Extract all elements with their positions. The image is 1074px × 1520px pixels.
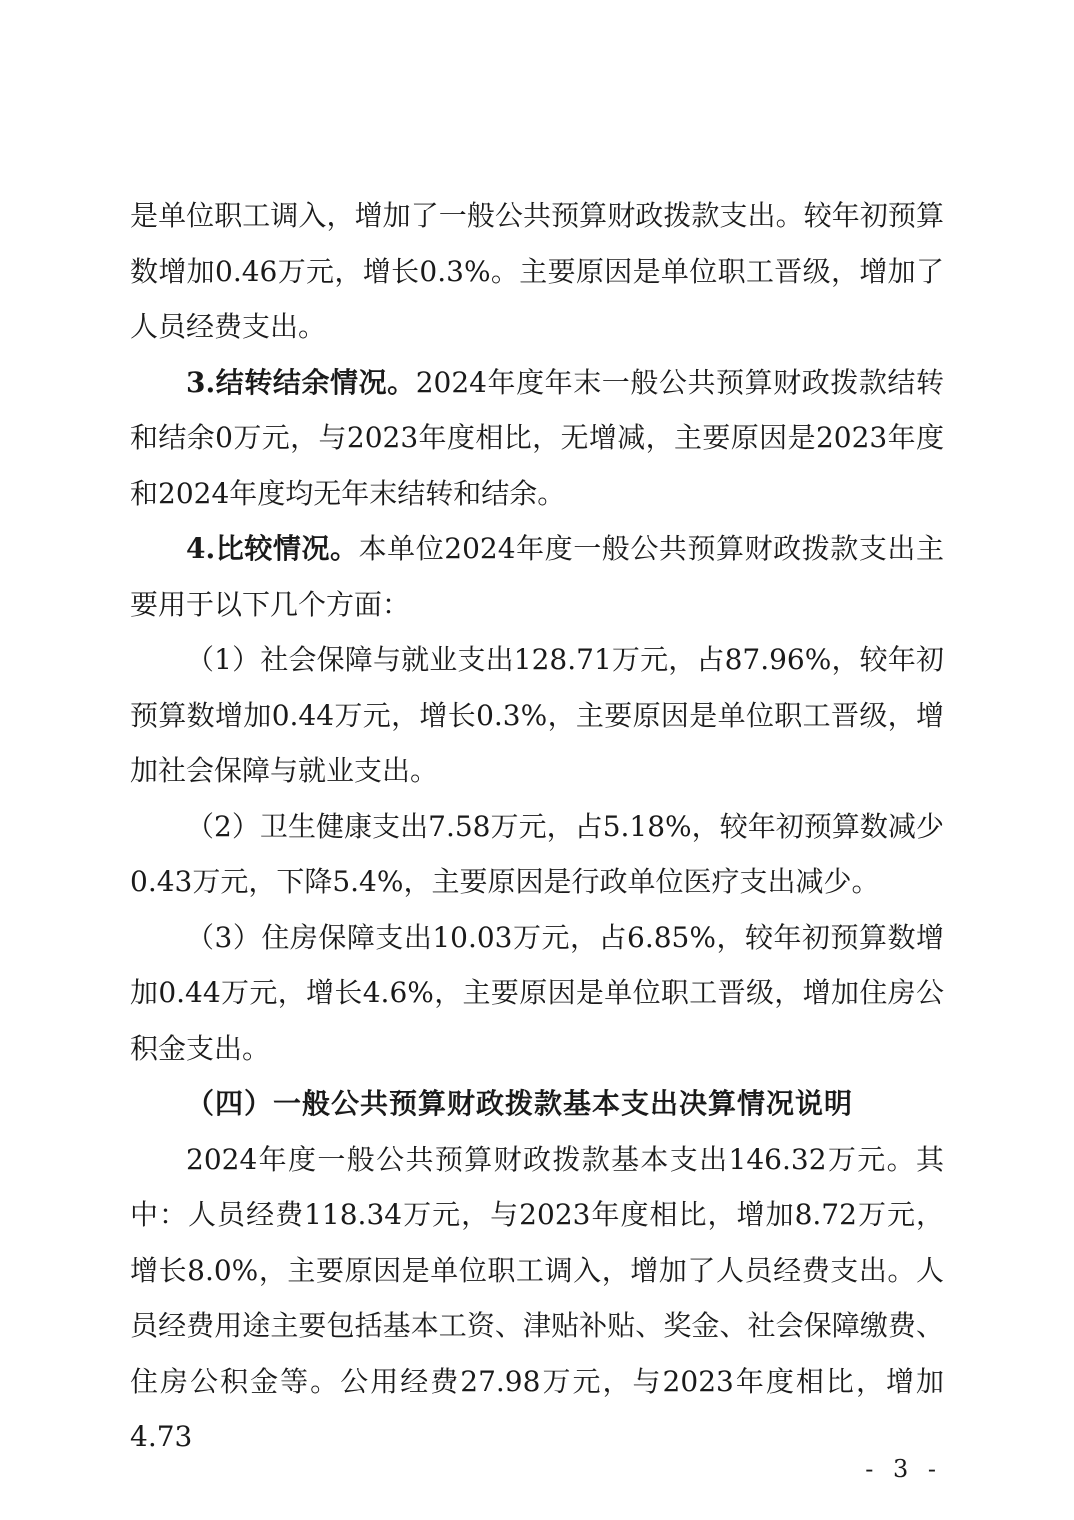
paragraph-continuation: 是单位职工调入，增加了一般公共预算财政拨款支出。较年初预算数增加0.46万元，增长0.3%。主要原因是单位职工晋级，增加了人员经费支出。 (130, 199, 944, 343)
paragraph-health: （2）卫生健康支出7.58万元，占5.18%，较年初预算数减少0.43万元，下降5.4%，主要原因是行政单位医疗支出减少。 (130, 809, 944, 898)
page-number: - 3 - (865, 1455, 942, 1483)
section-title: （四）一般公共预算财政拨款基本支出决算情况说明 (186, 1087, 854, 1120)
carryover-text: 2024年度年末一般公共预算财政拨款结转和结余0万元，与2023年度相比，无增减，主要原因是2023年度和2024年度均无年末结转和结余。 (130, 365, 944, 510)
comparison-text: 本单位2024年度一般公共预算财政拨款支出主要用于以下几个方面： (130, 532, 944, 621)
body-text (130, 188, 944, 1465)
carryover-heading: 3.结转结余情况。 (186, 365, 416, 399)
paragraph-housing: （3）住房保障支出10.03万元，占6.85%，较年初预算数增加0.44万元，增长4.6%，主要原因是单位职工晋级，增加住房公积金支出。 (130, 920, 944, 1065)
comparison-heading: 4.比较情况。 (186, 532, 359, 565)
paragraph-social-security: （1）社会保障与就业支出128.71万元，占87.96%，较年初预算数增加0.44万元，增长0.3%，主要原因是单位职工晋级，增加社会保障与就业支出。 (130, 643, 944, 787)
paragraph-carryover-balance (130, 355, 944, 522)
paragraph-comparison (130, 521, 944, 632)
paragraph-basic-expenditure: 2024年度一般公共预算财政拨款基本支出146.32万元。其中：人员经费118.34万元，与2023年度相比，增加8.72万元，增长8.0%，主要原因是单位职工调入，增加了人员经费支出。人员经费用途主要包括基本工资、津贴补贴、奖金、社会保障缴费、住房公积金等。公用经费27.98万元，与2023年度相比，增加4.73 (130, 1142, 944, 1453)
